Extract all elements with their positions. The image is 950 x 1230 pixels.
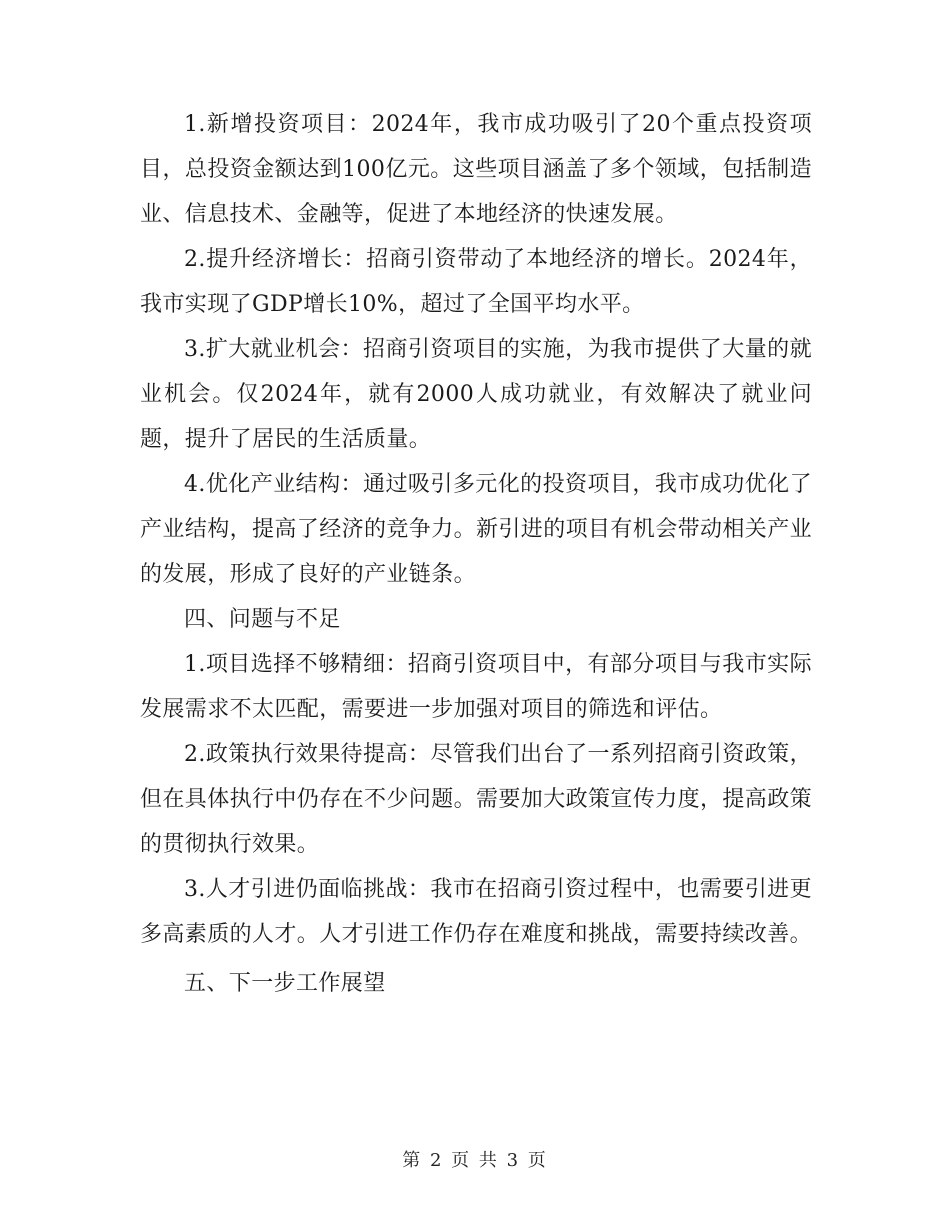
paragraph-new-investment-projects: 1.新增投资项目：2024年，我市成功吸引了20个重点投资项目，总投资金额达到100亿元。这些项目涵盖了多个领域，包括制造业、信息技术、金融等，促进了本地经济的快速发展。 bbox=[140, 112, 812, 227]
page-number-footer: 第 2 页 共 3 页 bbox=[402, 1150, 548, 1171]
section-heading-outlook: 五、下一步工作展望 bbox=[184, 971, 386, 996]
paragraph-project-selection: 1.项目选择不够精细：招商引资项目中，有部分项目与我市实际发展需求不太匹配，需要进一步加强对项目的筛选和评估。 bbox=[140, 652, 812, 722]
paragraph-employment: 3.扩大就业机会：招商引资项目的实施，为我市提供了大量的就业机会。仅2024年，就有2000人成功就业，有效解决了就业问题，提升了居民的生活质量。 bbox=[140, 337, 812, 452]
document-body bbox=[140, 102, 812, 1006]
section-heading-problems: 四、问题与不足 bbox=[184, 607, 341, 632]
paragraph-talent-introduction: 3.人才引进仍面临挑战：我市在招商引资过程中，也需要引进更多高素质的人才。人才引进工作仍存在难度和挑战，需要持续改善。 bbox=[140, 877, 813, 947]
paragraph-economic-growth: 2.提升经济增长：招商引资带动了本地经济的增长。2024年，我市实现了GDP增长10%，超过了全国平均水平。 bbox=[140, 247, 812, 317]
paragraph-policy-execution: 2.政策执行效果待提高：尽管我们出台了一系列招商引资政策，但在具体执行中仍存在不少问题。需要加大政策宣传力度，提高政策的贯彻执行效果。 bbox=[140, 742, 813, 857]
paragraph-industry-structure: 4.优化产业结构：通过吸引多元化的投资项目，我市成功优化了产业结构，提高了经济的竞争力。新引进的项目有机会带动相关产业的发展，形成了良好的产业链条。 bbox=[140, 472, 813, 587]
